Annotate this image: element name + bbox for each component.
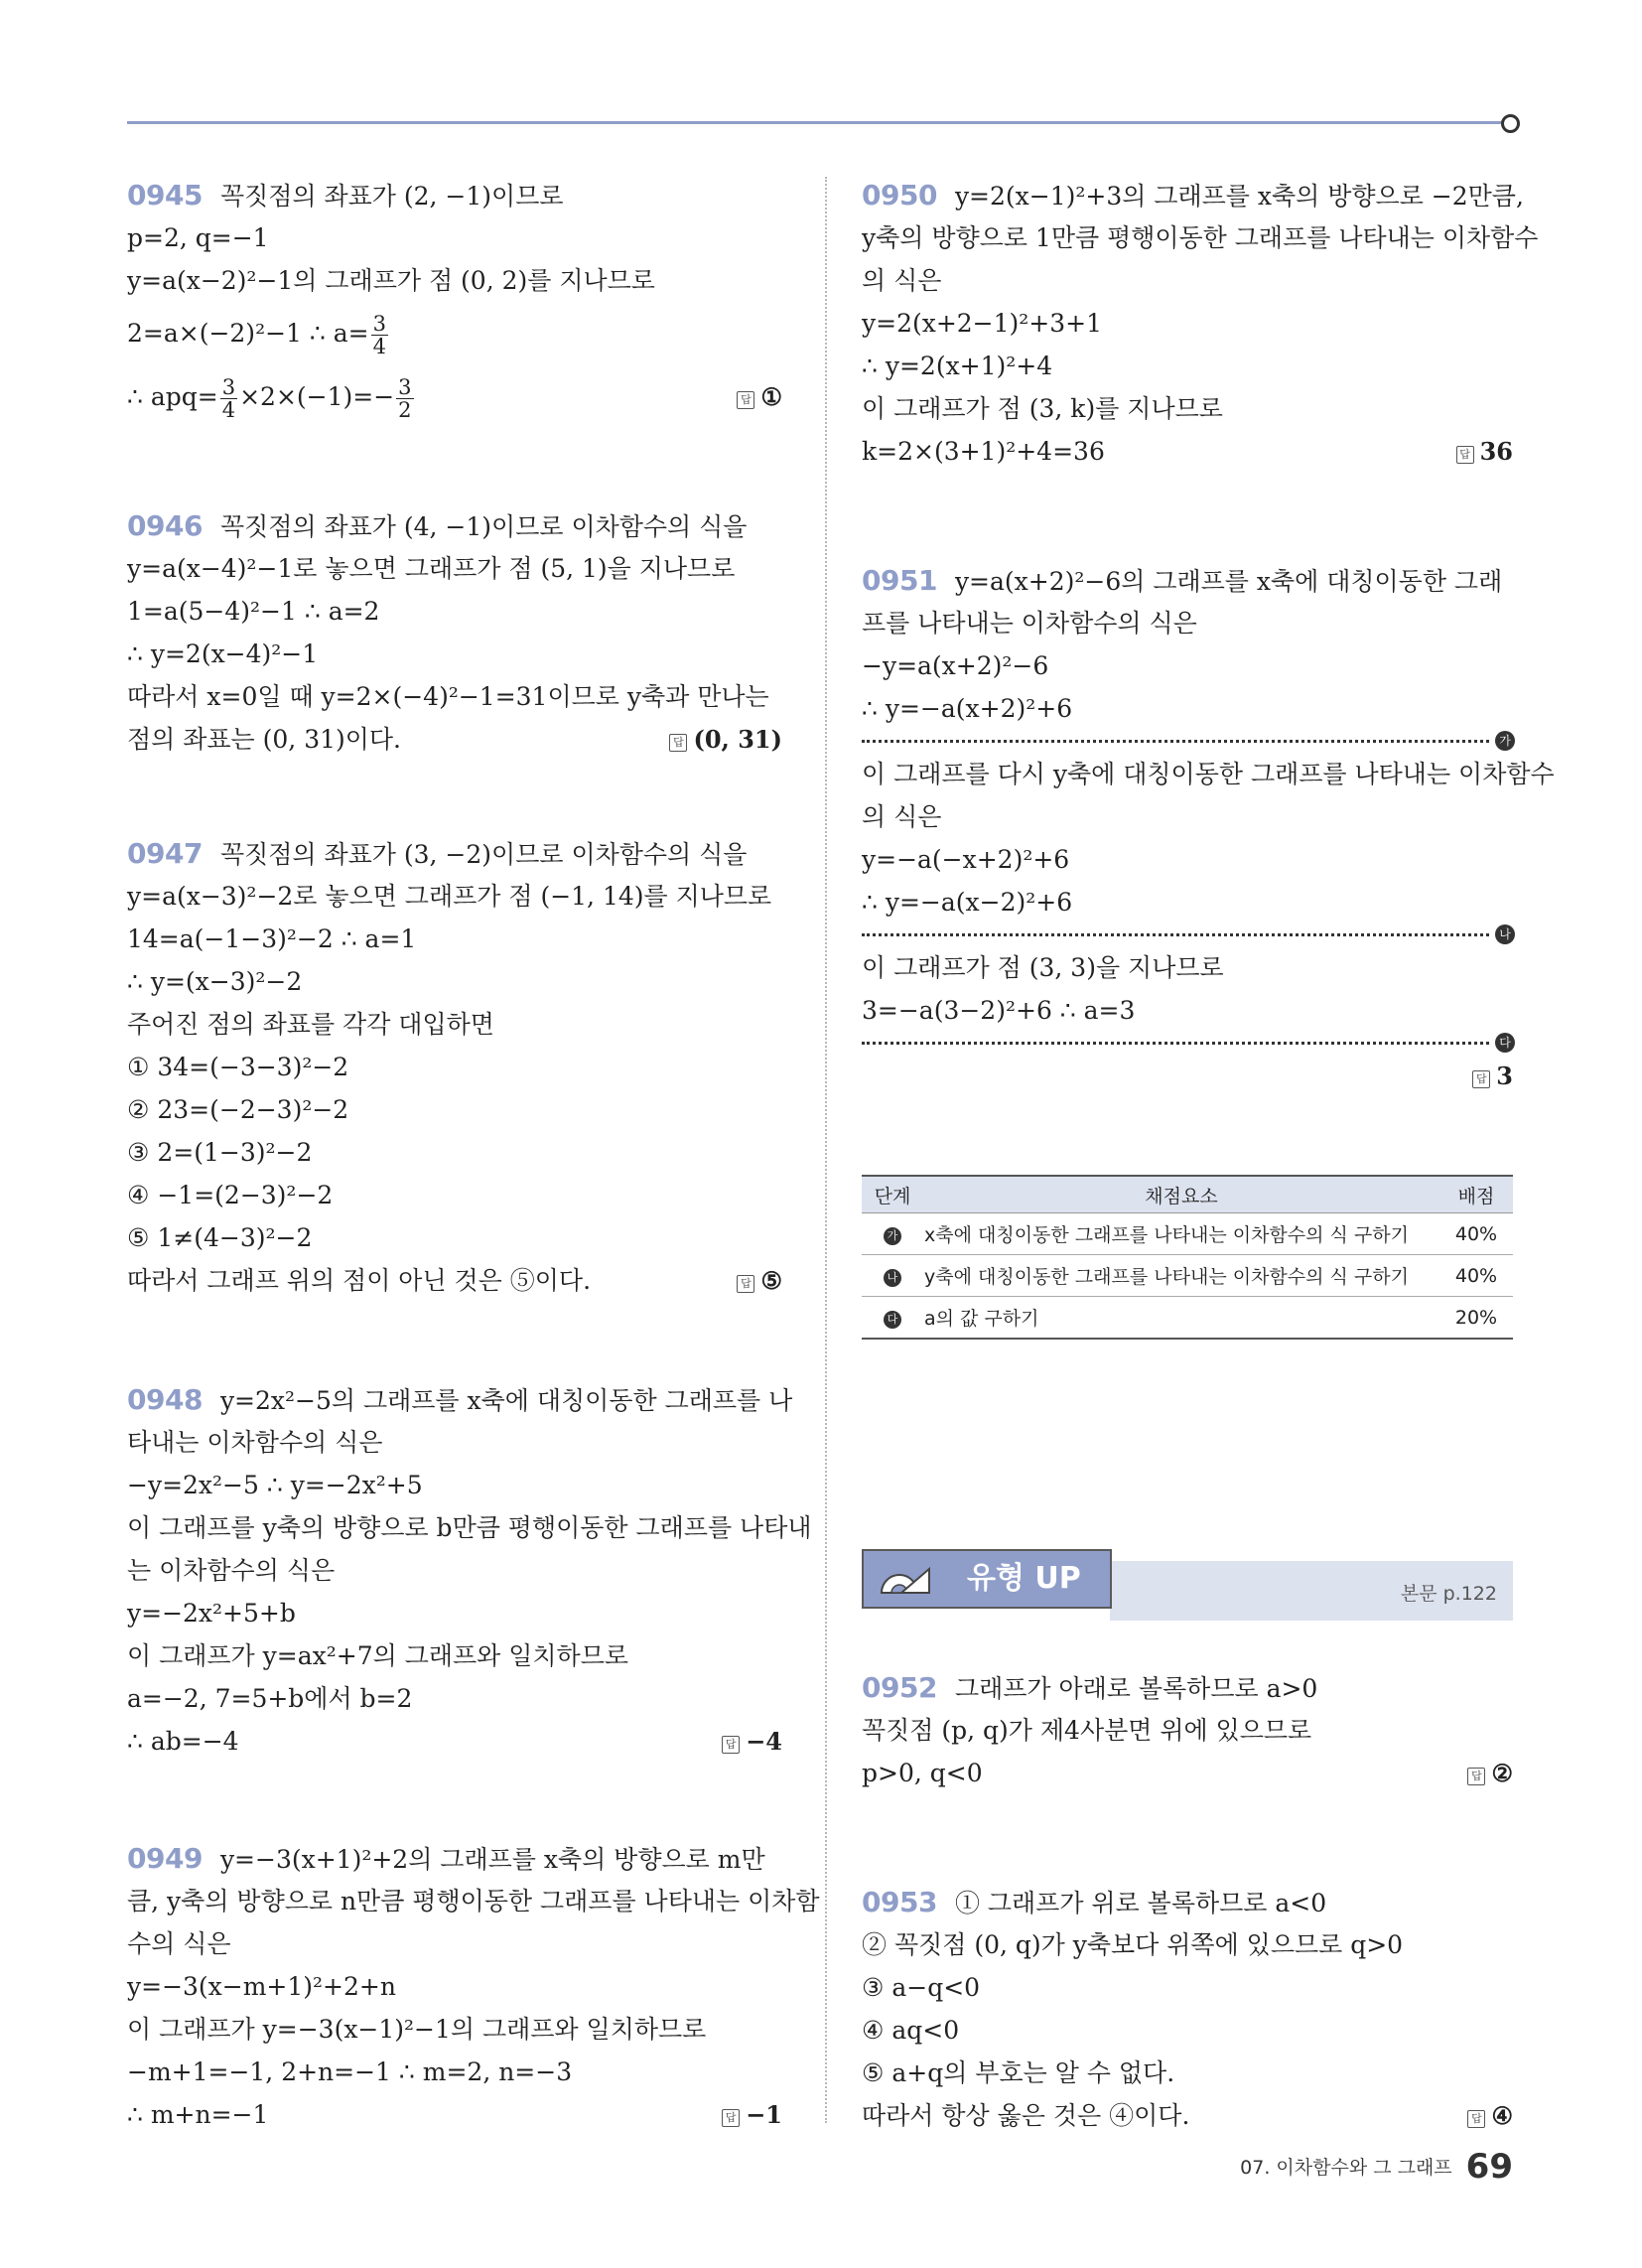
solution-line: p=2, q=−1 xyxy=(127,223,269,252)
solution-line: 꼭짓점 (p, q)가 제4사분면 위에 있으므로 xyxy=(862,1716,1312,1745)
answer-box: 답 36 xyxy=(1456,430,1513,473)
answer-icon: 답 xyxy=(722,2109,740,2127)
solution-line: y=−2x²+5+b xyxy=(127,1599,296,1628)
problem-number: 0946 xyxy=(127,509,203,542)
answer-box: 답 −4 xyxy=(722,1720,782,1763)
solution-line: 꼭짓점의 좌표가 (3, −2)이므로 이차함수의 식을 xyxy=(219,840,748,869)
problem-number: 0951 xyxy=(862,564,937,597)
banner-label-box xyxy=(862,1549,1112,1609)
table-row xyxy=(862,1213,1513,1255)
solution-line: ∴ y=−a(x−2)²+6 xyxy=(862,888,1073,917)
table-header-row xyxy=(862,1176,1513,1213)
problem-number: 0953 xyxy=(862,1886,937,1918)
problem-0953 xyxy=(862,1881,1513,2137)
step-badge: 나 xyxy=(1495,924,1515,944)
header-step: 단계 xyxy=(862,1176,923,1213)
scoring-item: y축에 대칭이동한 그래프를 나타내는 이차함수의 식 구하기 xyxy=(923,1255,1439,1297)
answer-box: 답 ② xyxy=(1467,1752,1513,1794)
scoring-points: 40% xyxy=(1439,1213,1513,1255)
solution-line: ∴ y=2(x−4)²−1 xyxy=(127,639,319,668)
type-up-banner xyxy=(862,1549,1513,1625)
table-row xyxy=(862,1297,1513,1340)
problem-0952 xyxy=(862,1666,1513,1794)
answer-icon: 답 xyxy=(737,1275,754,1293)
ruler-protractor-icon xyxy=(878,1561,933,1597)
chapter-title: 07. 이차함수와 그 그래프 xyxy=(1240,2157,1452,2179)
solution-line: ① 그래프가 위로 볼록하므로 a<0 xyxy=(954,1889,1327,1917)
problem-0948 xyxy=(127,1378,812,1763)
solution-line: ① 34=(−3−3)²−2 xyxy=(127,1053,349,1081)
banner-label: 유형 UP xyxy=(967,1561,1081,1596)
solution-line: −y=2x²−5 ∴ y=−2x²+5 xyxy=(127,1471,423,1499)
scoring-item: a의 값 구하기 xyxy=(923,1297,1439,1340)
problem-0951 xyxy=(862,559,1555,1097)
column-divider xyxy=(825,177,827,2123)
solution-line: 점의 좌표는 (0, 31)이다. xyxy=(127,725,402,754)
solution-line: y=a(x−2)²−1의 그래프가 점 (0, 2)를 지나므로 xyxy=(127,266,655,295)
answer-box: 답 3 xyxy=(1472,1055,1513,1097)
solution-line: y=a(x−3)²−2로 놓으면 그래프가 점 (−1, 14)를 지나므로 xyxy=(127,882,772,911)
step-badge: 다 xyxy=(884,1311,901,1329)
answer-icon: 답 xyxy=(669,734,687,752)
step-divider xyxy=(862,1036,1511,1050)
answer-icon: 답 xyxy=(722,1736,740,1754)
solution-line: ⑤ 1≠(4−3)²−2 xyxy=(127,1223,313,1252)
solution-line: 큼, y축의 방향으로 n만큼 평행이동한 그래프를 나타내는 이차함 xyxy=(127,1887,820,1915)
solution-line: y축의 방향으로 1만큼 평행이동한 그래프를 나타내는 이차함수 xyxy=(862,223,1539,252)
page-footer xyxy=(1240,2147,1513,2187)
answer-icon: 답 xyxy=(1472,1070,1490,1088)
solution-line: −y=a(x+2)²−6 xyxy=(862,651,1049,680)
problem-number: 0952 xyxy=(862,1671,937,1704)
solution-line: y=−3(x+1)²+2의 그래프를 x축의 방향으로 m만 xyxy=(219,1845,765,1874)
solution-line: ⑤ a+q의 부호는 알 수 없다. xyxy=(862,2058,1175,2087)
answer-box: 답 −1 xyxy=(722,2093,782,2136)
step-badge: 나 xyxy=(884,1269,901,1287)
problem-0950 xyxy=(862,174,1539,473)
solution-line: 의 식은 xyxy=(862,266,942,295)
solution-line: y=a(x+2)²−6의 그래프를 x축에 대칭이동한 그래 xyxy=(954,567,1503,596)
answer-box: 답 ⑤ xyxy=(737,1259,782,1302)
solution-line: ∴ y=(x−3)²−2 xyxy=(127,967,303,996)
solution-line: a=−2, 7=5+b에서 b=2 xyxy=(127,1684,413,1713)
solution-line: 3=−a(3−2)²+6 ∴ a=3 xyxy=(862,996,1136,1025)
solution-line: y=−a(−x+2)²+6 xyxy=(862,845,1070,874)
fraction: $\frac{3}{2}$ xyxy=(398,375,412,422)
solution-line: 14=a(−1−3)²−2 ∴ a=1 xyxy=(127,924,417,953)
answer-icon: 답 xyxy=(737,391,754,409)
header-score: 배점 xyxy=(1439,1176,1513,1213)
problem-number: 0947 xyxy=(127,837,203,870)
solution-line: ∴ ab=−4 xyxy=(127,1727,239,1756)
solution-line: y=−3(x−m+1)²+2+n xyxy=(127,1972,396,2001)
solution-line: 따라서 x=0일 때 y=2×(−4)²−1=31이므로 y축과 만나는 xyxy=(127,682,769,711)
solution-line: 이 그래프를 y축의 방향으로 b만큼 평행이동한 그래프를 나타내 xyxy=(127,1513,812,1542)
answer-box: 답 (0, 31) xyxy=(669,718,782,761)
solution-line: 이 그래프가 점 (3, 3)을 지나므로 xyxy=(862,953,1224,982)
scoring-table xyxy=(862,1175,1513,1340)
solution-line: ④ −1=(2−3)²−2 xyxy=(127,1181,334,1209)
problem-0947 xyxy=(127,832,782,1302)
answer-icon: 답 xyxy=(1467,1768,1485,1785)
problem-number: 0950 xyxy=(862,179,937,212)
solution-line: p>0, q<0 xyxy=(862,1759,983,1787)
solution-line: y=2(x−1)²+3의 그래프를 x축의 방향으로 −2만큼, xyxy=(954,182,1524,211)
solution-line: ② 꼭짓점 (0, q)가 y축보다 위쪽에 있으므로 q>0 xyxy=(862,1930,1404,1959)
header-item: 채점요소 xyxy=(923,1176,1439,1213)
page-reference: 본문 p.122 xyxy=(1400,1583,1497,1605)
solution-line: 그래프가 아래로 볼록하므로 a>0 xyxy=(954,1674,1318,1703)
solution-line: ∴ y=2(x+1)²+4 xyxy=(862,352,1053,380)
step-badge: 가 xyxy=(1495,731,1515,751)
solution-line: 주어진 점의 좌표를 각각 대입하면 xyxy=(127,1010,494,1039)
solution-line: ② 23=(−2−3)²−2 xyxy=(127,1095,349,1124)
solution-line: 수의 식은 xyxy=(127,1929,231,1958)
solution-line: ∴ m+n=−1 xyxy=(127,2100,269,2129)
solution-line: 의 식은 xyxy=(862,802,942,831)
scoring-item: x축에 대칭이동한 그래프를 나타내는 이차함수의 식 구하기 xyxy=(923,1213,1439,1255)
answer-box: 답 ① xyxy=(737,365,782,429)
problem-number: 0948 xyxy=(127,1383,203,1416)
solution-line: 따라서 항상 옳은 것은 ④이다. xyxy=(862,2101,1190,2130)
step-badge: 다 xyxy=(1495,1033,1515,1053)
problem-number: 0945 xyxy=(127,179,203,212)
fraction: $\frac{3}{4}$ xyxy=(372,312,386,358)
solution-line: 는 이차함수의 식은 xyxy=(127,1556,336,1585)
solution-line: 프를 나타내는 이차함수의 식은 xyxy=(862,609,1197,638)
solution-line: y=2x²−5의 그래프를 x축에 대칭이동한 그래프를 나 xyxy=(219,1386,793,1415)
solution-line: 타내는 이차함수의 식은 xyxy=(127,1428,383,1457)
answer-icon: 답 xyxy=(1467,2110,1485,2128)
problem-number: 0949 xyxy=(127,1842,203,1875)
solution-line: 따라서 그래프 위의 점이 아닌 것은 ⑤이다. xyxy=(127,1266,592,1295)
solution-line: k=2×(3+1)²+4=36 xyxy=(862,437,1105,466)
solution-line: ④ aq<0 xyxy=(862,2016,960,2045)
solution-line: 2=a×(−2)²−1 ∴ a= $\frac{3}{4}$ xyxy=(127,312,386,358)
scoring-points: 20% xyxy=(1439,1297,1513,1340)
solution-line: 이 그래프가 y=ax²+7의 그래프와 일치하므로 xyxy=(127,1641,628,1670)
solution-line: 꼭짓점의 좌표가 (4, −1)이므로 이차함수의 식을 xyxy=(219,512,748,541)
solution-line: y=2(x+2−1)²+3+1 xyxy=(862,309,1103,338)
solution-line: 이 그래프를 다시 y축에 대칭이동한 그래프를 나타내는 이차함수 xyxy=(862,760,1555,788)
solution-line: y=a(x−4)²−1로 놓으면 그래프가 점 (5, 1)을 지나므로 xyxy=(127,554,736,583)
header-rule xyxy=(127,121,1509,124)
solution-line: ③ 2=(1−3)²−2 xyxy=(127,1138,313,1167)
header-rule-end-dot xyxy=(1501,114,1520,133)
answer-icon: 답 xyxy=(1456,446,1474,464)
answer-box: 답 ④ xyxy=(1467,2094,1513,2137)
fraction: $\frac{3}{4}$ xyxy=(221,375,236,422)
page-number: 69 xyxy=(1465,2147,1513,2187)
solution-line: −m+1=−1, 2+n=−1 ∴ m=2, n=−3 xyxy=(127,2057,573,2086)
solution-line: 이 그래프가 점 (3, k)를 지나므로 xyxy=(862,394,1223,423)
scoring-points: 40% xyxy=(1439,1255,1513,1297)
step-divider xyxy=(862,927,1511,941)
solution-line: 이 그래프가 y=−3(x−1)²−1의 그래프와 일치하므로 xyxy=(127,2015,707,2044)
solution-line: 1=a(5−4)²−1 ∴ a=2 xyxy=(127,597,380,626)
problem-0949 xyxy=(127,1837,820,2136)
step-badge: 가 xyxy=(884,1227,901,1245)
solution-line: ∴ y=−a(x+2)²+6 xyxy=(862,694,1073,723)
step-divider xyxy=(862,734,1511,748)
problem-0945 xyxy=(127,174,782,429)
solution-line: 꼭짓점의 좌표가 (2, −1)이므로 xyxy=(219,182,564,211)
solution-line: ③ a−q<0 xyxy=(862,1973,981,2002)
problem-0946 xyxy=(127,504,782,761)
table-row xyxy=(862,1255,1513,1297)
solution-line: ∴ apq= $\frac{3}{4}$ ×2×(−1)=− $\frac{3}{2}$ 답 ① xyxy=(127,365,782,429)
